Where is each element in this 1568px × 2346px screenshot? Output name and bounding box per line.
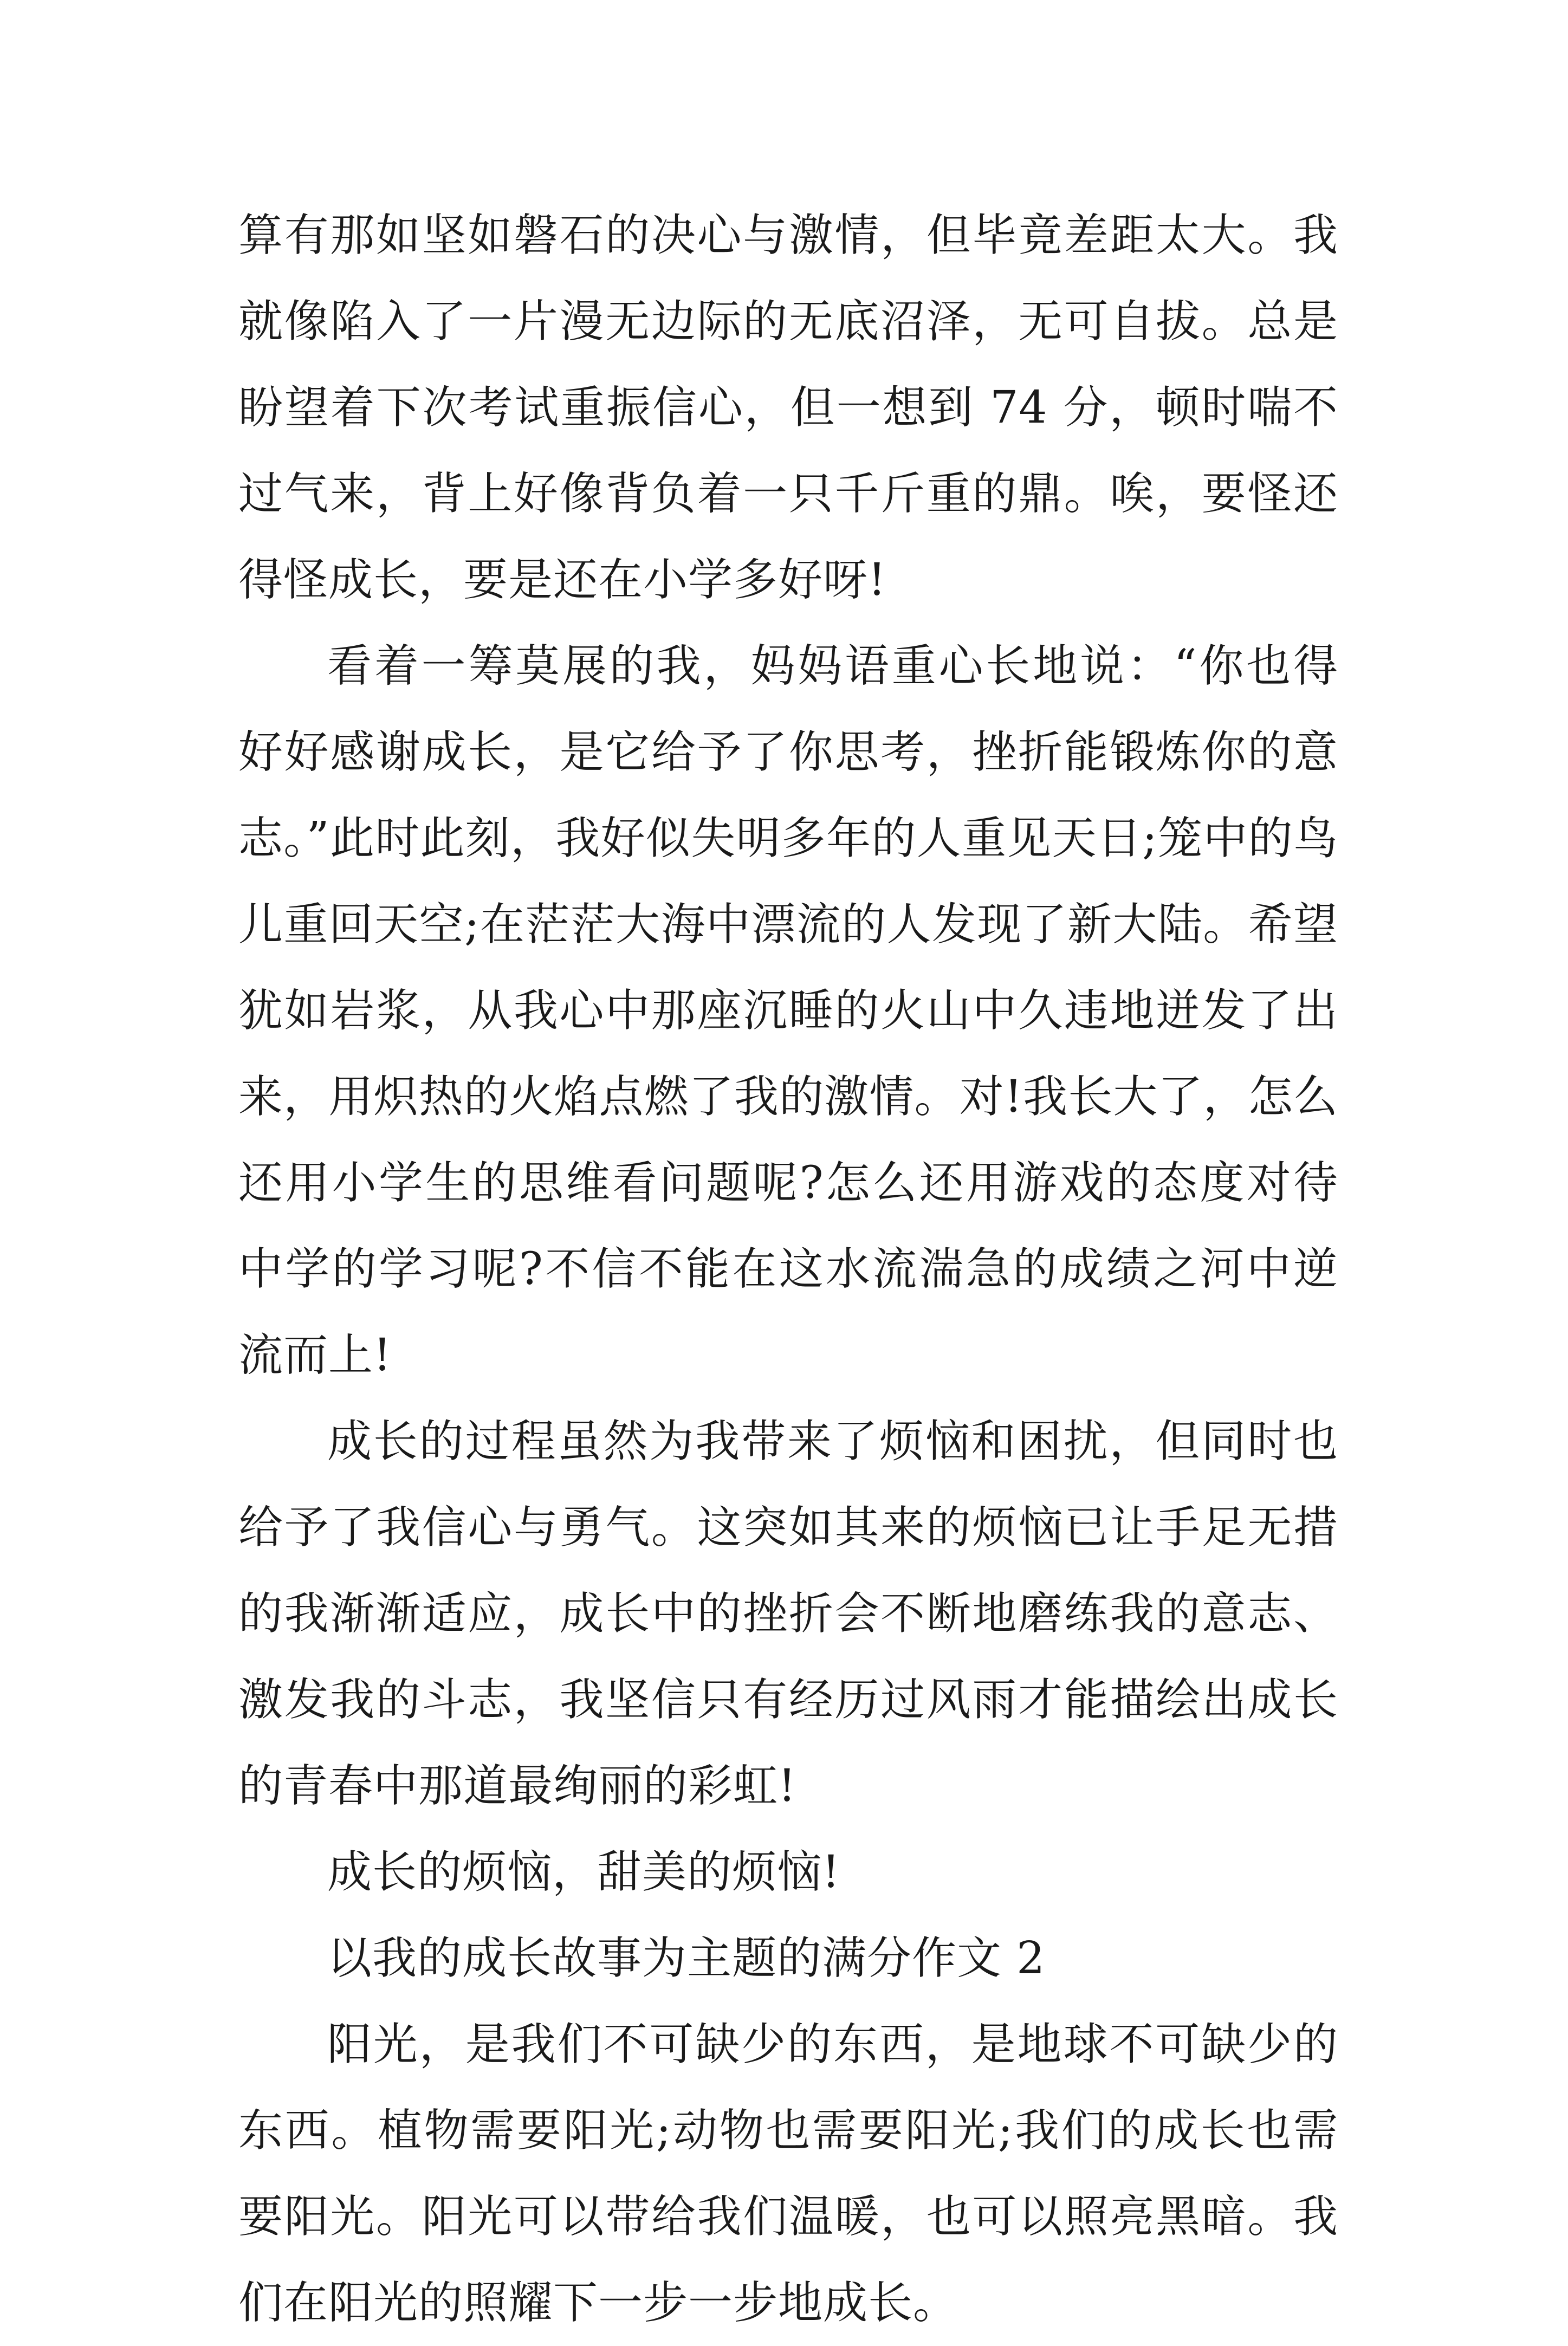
paragraph-2: 看着一筹莫展的我，妈妈语重心长地说：“你也得好好感谢成长，是它给予了你思考，挫折能锻炼你的意志。”此时此刻，我好似失明多年的人重见天日;笼中的鸟儿重回天空;在茫茫大海中漂流的人发现了新大陆。希望犹如岩浆，从我心中那座沉睡的火山中久违地迸发了出来，用炽热的火焰点燃了我的激情。对!我长大了，怎么还用小学生的思维看问题呢?怎么还用游戏的态度对待中学的学习呢?不信不能在这水流湍急的成绩之河中逆流而上! bbox=[238, 640, 1338, 1381]
paragraph-6: 阳光，是我们不可缺少的东西，是地球不可缺少的东西。植物需要阳光;动物也需要阳光;我们的成长也需要阳光。阳光可以带给我们温暖，也可以照亮黑暗。我们在阳光的照耀下一步一步地成长。 bbox=[238, 2019, 1338, 2329]
essay-title: 以我的成长故事为主题的满分作文 2 bbox=[327, 1933, 1046, 1984]
document-body bbox=[238, 192, 1338, 2346]
paragraph-4: 成长的烦恼，甜美的烦恼! bbox=[327, 1846, 840, 1898]
paragraph-1: 算有那如坚如磐石的决心与激情，但毕竟差距太大。我就像陷入了一片漫无边际的无底沼泽，无可自拔。总是盼望着下次考试重振信心，但一想到 74 分，顿时喘不过气来，背上好像背负着一只千斤重的鼎。唉，要怪还得怪成长，要是还在小学多好呀! bbox=[238, 210, 1338, 606]
paragraph-3: 成长的过程虽然为我带来了烦恼和困扰，但同时也给予了我信心与勇气。这突如其来的烦恼已让手足无措的我渐渐适应，成长中的挫折会不断地磨练我的意志、激发我的斗志，我坚信只有经历过风雨才能描绘出成长的青春中那道最绚丽的彩虹! bbox=[238, 1416, 1338, 1812]
